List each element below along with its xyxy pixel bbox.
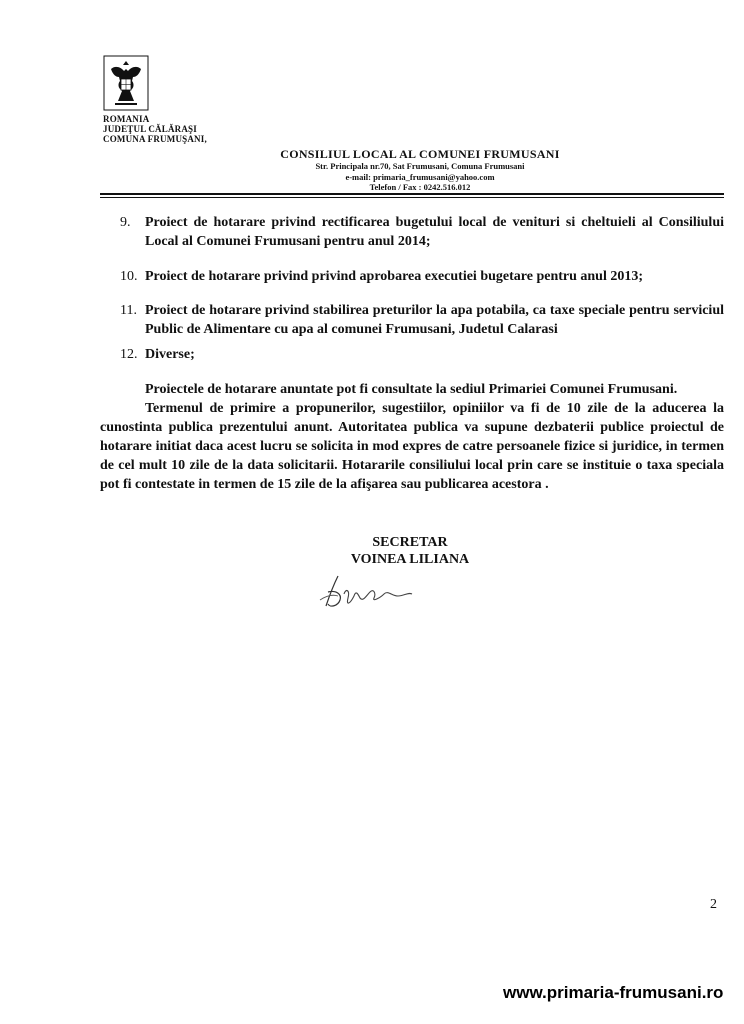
header-divider-thin <box>100 197 724 198</box>
item-text: Proiect de hotarare privind rectificarea bugetului local de venituri si cheltuieli al Consiliului Local al Comunei Frumusani pentru anul 2014; <box>145 215 724 249</box>
signatory-name: VOINEA LILIANA <box>350 552 470 567</box>
item-text: Proiect de hotarare privind privind aprobarea executiei bugetare pentru anul 2013; <box>145 269 644 284</box>
handwritten-signature <box>318 572 458 622</box>
header-country: ROMANIA <box>103 114 150 124</box>
agenda-item-9 <box>120 213 724 251</box>
item-number: 12. <box>120 347 138 362</box>
body-paragraph-1: Proiectele de hotarare anuntate pot fi consultate la sediul Primariei Comunei Frumusani. <box>145 382 678 397</box>
institution-address: Str. Principala nr.70, Sat Frumusani, Comuna Frumusani <box>315 161 525 171</box>
agenda-item-12 <box>120 345 724 364</box>
agenda-item-11 <box>120 301 724 339</box>
signatory-role: SECRETAR <box>372 535 448 550</box>
coat-of-arms-icon <box>103 55 149 111</box>
institution-phone: Telefon / Fax : 0242.516.012 <box>369 182 471 192</box>
item-number: 9. <box>120 215 131 230</box>
agenda-item-10 <box>120 267 724 286</box>
body-paragraph-2: Termenul de primire a propunerilor, sugestiilor, opiniilor va fi de 10 zile de la aducerea la cunostinta publica prezentului anunt. Autoritatea publica va supune dezbaterii publice proiectul de hotarare initiat daca acest lucru se solicita in mod expres de catre persoanele fizice si juridice, in termen de cel mult 10 zile de la data solicitarii. Hotararile consiliului local prin care se instituie o taxa speciala pot fi contestate in termen de 15 zile de la afişarea sau publicarea acestora . <box>100 401 724 492</box>
left-header <box>103 114 207 144</box>
header-county: JUDEŢUL CĂLĂRAŞI <box>103 124 197 134</box>
institution-email: e-mail: primaria_frumusani@yahoo.com <box>345 171 495 182</box>
item-text: Diverse; <box>145 347 195 362</box>
signature-block <box>300 534 520 568</box>
header-commune: COMUNA FRUMUŞANI, <box>103 134 207 144</box>
page-number: 2 <box>710 897 717 912</box>
item-number: 10. <box>120 269 138 284</box>
item-number: 11. <box>120 303 137 318</box>
institution-header <box>230 147 610 193</box>
website-link[interactable]: www.primaria-frumusani.ro <box>503 983 724 1002</box>
institution-title: CONSILIUL LOCAL AL COMUNEI FRUMUSANI <box>280 147 560 161</box>
header-divider <box>100 193 724 195</box>
item-text: Proiect de hotarare privind stabilirea preturilor la apa potabila, ca taxe speciale pentru serviciul Public de Alimentare cu apa al comunei Frumusani, Judetul Calarasi <box>145 303 724 337</box>
